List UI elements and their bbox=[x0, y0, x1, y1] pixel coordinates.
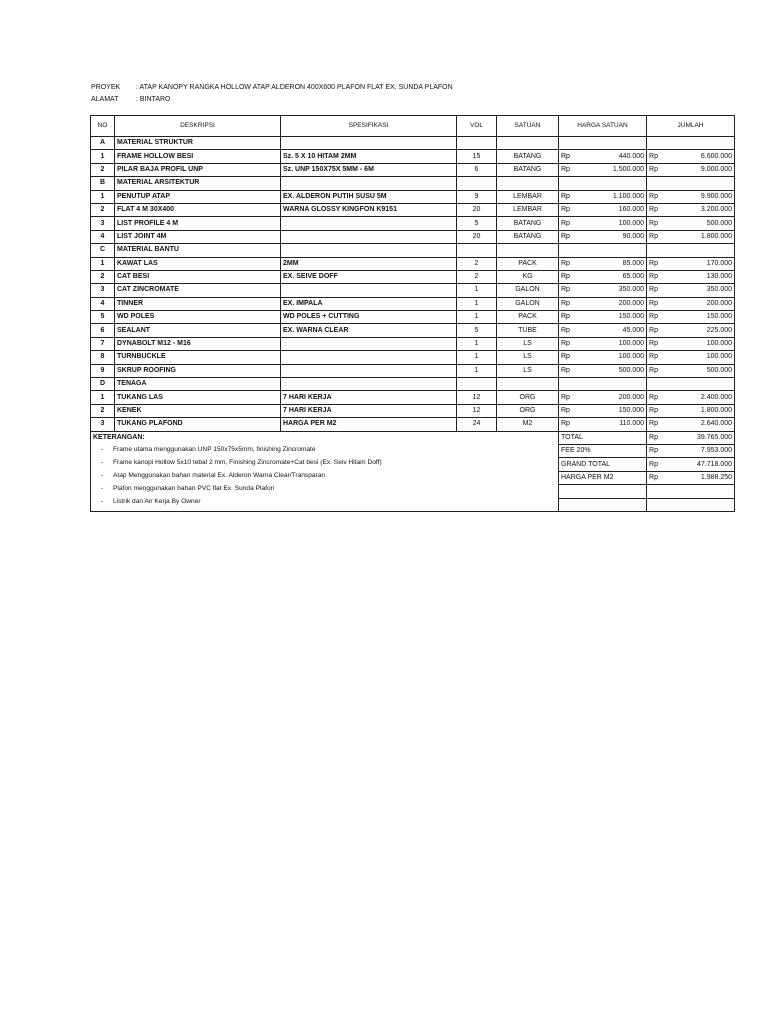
cell-deskripsi: TUKANG PLAFOND bbox=[115, 418, 281, 431]
cell-satuan bbox=[497, 137, 559, 150]
cell-spesifikasi: HARGA PER M2 bbox=[281, 418, 457, 431]
table-row bbox=[91, 297, 735, 310]
cell-no: 8 bbox=[91, 351, 115, 364]
cell-no: 4 bbox=[91, 230, 115, 243]
cell-currency: Rp bbox=[647, 190, 661, 203]
cell-currency: Rp bbox=[647, 337, 661, 350]
cell-harga-satuan: 150.000 bbox=[573, 311, 647, 324]
cell-no: 4 bbox=[91, 297, 115, 310]
cell-deskripsi: CAT ZINCROMATE bbox=[115, 284, 281, 297]
cell-satuan: BATANG bbox=[497, 230, 559, 243]
empty-cell bbox=[559, 498, 647, 511]
col-header-jumlah: JUMLAH bbox=[647, 116, 735, 137]
cell-jumlah: 200.000 bbox=[661, 297, 735, 310]
cell-satuan: GALON bbox=[497, 297, 559, 310]
cell-jumlah: 3.200.000 bbox=[661, 203, 735, 216]
cell-deskripsi: SEALANT bbox=[115, 324, 281, 337]
cell-no: 2 bbox=[91, 203, 115, 216]
cell-jumlah: 9.900.000 bbox=[661, 190, 735, 203]
grand-total-label: GRAND TOTAL bbox=[559, 458, 647, 471]
table-row bbox=[91, 150, 735, 163]
cell-satuan: TUBE bbox=[497, 324, 559, 337]
cell-jumlah: 225.000 bbox=[661, 324, 735, 337]
table-row bbox=[91, 351, 735, 364]
cell-no: 3 bbox=[91, 284, 115, 297]
cell-spesifikasi bbox=[281, 351, 457, 364]
cell-jumlah: 150.000 bbox=[661, 311, 735, 324]
cell-jumlah: 2.640.000 bbox=[661, 418, 735, 431]
table-row bbox=[91, 257, 735, 270]
cell-no: 1 bbox=[91, 257, 115, 270]
fee-value: 7.953.000 bbox=[661, 444, 735, 457]
price-per-m2-value: 1.988.250 bbox=[661, 471, 735, 484]
table-body bbox=[91, 137, 735, 432]
cell-no: 3 bbox=[91, 217, 115, 230]
cell-jumlah: 100.000 bbox=[661, 351, 735, 364]
cell-deskripsi: MATERIAL STRUKTUR bbox=[115, 137, 281, 150]
cell-currency: Rp bbox=[647, 270, 661, 283]
cell-currency: Rp bbox=[559, 257, 573, 270]
cell-harga-satuan: 100.000 bbox=[573, 337, 647, 350]
currency-label: Rp bbox=[647, 444, 661, 457]
table-header-row bbox=[91, 116, 735, 137]
table-row bbox=[91, 284, 735, 297]
col-header-harga-satuan: HARGA SATUAN bbox=[559, 116, 647, 137]
cell-currency: Rp bbox=[647, 150, 661, 163]
cell-vol bbox=[457, 137, 497, 150]
cell-deskripsi: SKRUP ROOFING bbox=[115, 364, 281, 377]
cell-vol bbox=[457, 378, 497, 391]
cell-satuan: KG bbox=[497, 270, 559, 283]
currency-label: Rp bbox=[647, 458, 661, 471]
cell-currency: Rp bbox=[559, 297, 573, 310]
currency-label: Rp bbox=[647, 471, 661, 484]
cell-harga-satuan: 65.000 bbox=[573, 270, 647, 283]
summary-row-total bbox=[91, 431, 735, 444]
table-row bbox=[91, 418, 735, 431]
cell-spesifikasi: EX. ALDERON PUTIH SUSU 5M bbox=[281, 190, 457, 203]
cell-jumlah bbox=[647, 137, 735, 150]
empty-cell bbox=[661, 485, 735, 498]
cell-jumlah: 6.600.000 bbox=[661, 150, 735, 163]
cell-satuan: BATANG bbox=[497, 217, 559, 230]
cell-vol: 12 bbox=[457, 404, 497, 417]
cell-satuan: BATANG bbox=[497, 163, 559, 176]
cell-no: 6 bbox=[91, 324, 115, 337]
cell-no: C bbox=[91, 244, 115, 257]
cell-currency: Rp bbox=[559, 311, 573, 324]
col-header-no: NO bbox=[91, 116, 115, 137]
cell-jumlah: 170.000 bbox=[661, 257, 735, 270]
cell-currency: Rp bbox=[647, 311, 661, 324]
cell-satuan: ORG bbox=[497, 404, 559, 417]
cell-deskripsi: TUKANG LAS bbox=[115, 391, 281, 404]
price-per-m2-label: HARGA PER M2 bbox=[559, 471, 647, 484]
notes-block bbox=[91, 431, 559, 511]
cell-jumlah bbox=[647, 244, 735, 257]
cell-currency: Rp bbox=[559, 203, 573, 216]
col-header-vol: VOL bbox=[457, 116, 497, 137]
section-row bbox=[91, 378, 735, 391]
cell-harga-satuan bbox=[559, 244, 647, 257]
cell-currency: Rp bbox=[647, 391, 661, 404]
cell-satuan: BATANG bbox=[497, 150, 559, 163]
cell-currency: Rp bbox=[559, 351, 573, 364]
cell-currency: Rp bbox=[647, 324, 661, 337]
cell-satuan: LS bbox=[497, 351, 559, 364]
note-item: - Frame utama menggunakan UNP 150x75x5mm, finishing Zincromate bbox=[100, 445, 316, 453]
cell-jumlah: 100.000 bbox=[661, 337, 735, 350]
table-row bbox=[91, 270, 735, 283]
cell-currency: Rp bbox=[647, 404, 661, 417]
cell-no: 3 bbox=[91, 418, 115, 431]
cell-harga-satuan: 45.000 bbox=[573, 324, 647, 337]
cell-satuan: PACK bbox=[497, 257, 559, 270]
note-item: - Atap Menggunakan bahan material Ex. Alderon Warna Clear/Transparan bbox=[100, 471, 326, 479]
cell-spesifikasi: 7 HARI KERJA bbox=[281, 391, 457, 404]
cost-estimate-table bbox=[90, 115, 735, 512]
cell-currency: Rp bbox=[559, 284, 573, 297]
cell-spesifikasi: EX. SEIVE DOFF bbox=[281, 270, 457, 283]
empty-cell bbox=[559, 485, 647, 498]
cell-harga-satuan: 1.100.000 bbox=[573, 190, 647, 203]
table-row bbox=[91, 324, 735, 337]
cell-spesifikasi: EX. IMPALA bbox=[281, 297, 457, 310]
cell-deskripsi: MATERIAL ARSITEKTUR bbox=[115, 177, 281, 190]
cell-vol: 20 bbox=[457, 230, 497, 243]
cell-spesifikasi bbox=[281, 230, 457, 243]
cell-deskripsi: FLAT 4 M 30X400 bbox=[115, 203, 281, 216]
cell-satuan: LS bbox=[497, 337, 559, 350]
cell-currency: Rp bbox=[559, 364, 573, 377]
cell-spesifikasi bbox=[281, 378, 457, 391]
cell-no: 2 bbox=[91, 163, 115, 176]
cell-jumlah: 1.800.000 bbox=[661, 404, 735, 417]
cell-spesifikasi: EX. WARNA CLEAR bbox=[281, 324, 457, 337]
table-row bbox=[91, 337, 735, 350]
cell-vol bbox=[457, 177, 497, 190]
cell-vol: 5 bbox=[457, 217, 497, 230]
cell-currency: Rp bbox=[647, 257, 661, 270]
cell-deskripsi: FRAME HOLLOW BESI bbox=[115, 150, 281, 163]
cell-harga-satuan: 440.000 bbox=[573, 150, 647, 163]
cell-no: 7 bbox=[91, 337, 115, 350]
cell-harga-satuan: 110.000 bbox=[573, 418, 647, 431]
cell-no: D bbox=[91, 378, 115, 391]
total-value: 39.765.000 bbox=[661, 431, 735, 444]
note-item: - Listrik dan Air Kerja By Owner bbox=[100, 497, 201, 505]
cell-currency: Rp bbox=[559, 270, 573, 283]
cell-jumlah: 1.800.000 bbox=[661, 230, 735, 243]
cell-deskripsi: MATERIAL BANTU bbox=[115, 244, 281, 257]
notes-title: KETERANGAN: bbox=[93, 433, 145, 441]
cell-vol: 1 bbox=[457, 337, 497, 350]
table-row bbox=[91, 163, 735, 176]
cell-deskripsi: TINNER bbox=[115, 297, 281, 310]
cell-jumlah bbox=[647, 378, 735, 391]
cell-no: 5 bbox=[91, 311, 115, 324]
cell-currency: Rp bbox=[647, 418, 661, 431]
table-row bbox=[91, 391, 735, 404]
proyek-label: PROYEK bbox=[91, 84, 121, 91]
cell-spesifikasi bbox=[281, 177, 457, 190]
table-row bbox=[91, 190, 735, 203]
cell-currency: Rp bbox=[559, 404, 573, 417]
cell-jumlah: 2.400.000 bbox=[661, 391, 735, 404]
cell-vol: 2 bbox=[457, 270, 497, 283]
cell-jumlah: 500.000 bbox=[661, 364, 735, 377]
cell-harga-satuan: 1.500.000 bbox=[573, 163, 647, 176]
cell-deskripsi: TENAGA bbox=[115, 378, 281, 391]
cell-deskripsi: PILAR BAJA PROFIL UNP bbox=[115, 163, 281, 176]
cell-no: B bbox=[91, 177, 115, 190]
cell-deskripsi: DYNABOLT M12 - M16 bbox=[115, 337, 281, 350]
cell-jumlah: 350.000 bbox=[661, 284, 735, 297]
cell-harga-satuan: 350.000 bbox=[573, 284, 647, 297]
cell-harga-satuan: 500.000 bbox=[573, 364, 647, 377]
cell-deskripsi: PENUTUP ATAP bbox=[115, 190, 281, 203]
cell-deskripsi: TURNBUCKLE bbox=[115, 351, 281, 364]
empty-cell bbox=[647, 485, 661, 498]
cell-harga-satuan: 85.000 bbox=[573, 257, 647, 270]
cell-jumlah: 130.000 bbox=[661, 270, 735, 283]
col-header-deskripsi: DESKRIPSI bbox=[115, 116, 281, 137]
cell-currency: Rp bbox=[559, 418, 573, 431]
cell-harga-satuan: 90.000 bbox=[573, 230, 647, 243]
cell-currency: Rp bbox=[647, 217, 661, 230]
section-row bbox=[91, 177, 735, 190]
cell-satuan: LEMBAR bbox=[497, 190, 559, 203]
cell-vol: 9 bbox=[457, 190, 497, 203]
cell-currency: Rp bbox=[647, 163, 661, 176]
cell-currency: Rp bbox=[647, 230, 661, 243]
cell-vol: 1 bbox=[457, 284, 497, 297]
cell-currency: Rp bbox=[559, 190, 573, 203]
table-row bbox=[91, 217, 735, 230]
address-line bbox=[91, 95, 170, 104]
cell-harga-satuan: 200.000 bbox=[573, 391, 647, 404]
table-row bbox=[91, 203, 735, 216]
proyek-value: : ATAP KANOPY RANGKA HOLLOW ATAP ALDERON 400X600 PLAFON FLAT EX. SUNDA PLAFON bbox=[136, 84, 453, 91]
cell-spesifikasi: 2MM bbox=[281, 257, 457, 270]
fee-label: FEE 20% bbox=[559, 444, 647, 457]
cell-satuan: M2 bbox=[497, 418, 559, 431]
cell-no: 1 bbox=[91, 190, 115, 203]
cell-deskripsi: LIST JOINT 4M bbox=[115, 230, 281, 243]
cell-vol: 5 bbox=[457, 324, 497, 337]
cell-spesifikasi bbox=[281, 244, 457, 257]
cell-currency: Rp bbox=[559, 163, 573, 176]
cell-currency: Rp bbox=[647, 284, 661, 297]
cell-harga-satuan bbox=[559, 137, 647, 150]
cell-currency: Rp bbox=[559, 324, 573, 337]
cell-satuan bbox=[497, 378, 559, 391]
cell-satuan bbox=[497, 244, 559, 257]
empty-cell bbox=[647, 498, 661, 511]
section-row bbox=[91, 244, 735, 257]
cell-satuan: LS bbox=[497, 364, 559, 377]
cell-jumlah bbox=[647, 177, 735, 190]
cell-harga-satuan: 160.000 bbox=[573, 203, 647, 216]
currency-label: Rp bbox=[647, 431, 661, 444]
cell-satuan: PACK bbox=[497, 311, 559, 324]
grand-total-value: 47.718.000 bbox=[661, 458, 735, 471]
table-row bbox=[91, 311, 735, 324]
table-row bbox=[91, 364, 735, 377]
empty-cell bbox=[661, 498, 735, 511]
cell-currency: Rp bbox=[559, 337, 573, 350]
cell-currency: Rp bbox=[559, 230, 573, 243]
alamat-label: ALAMAT bbox=[91, 96, 119, 103]
cell-harga-satuan bbox=[559, 177, 647, 190]
cell-vol: 2 bbox=[457, 257, 497, 270]
cell-spesifikasi: Sz. 5 X 10 HITAM 2MM bbox=[281, 150, 457, 163]
project-line bbox=[91, 83, 453, 92]
cell-harga-satuan bbox=[559, 378, 647, 391]
cell-no: 2 bbox=[91, 404, 115, 417]
cell-currency: Rp bbox=[559, 217, 573, 230]
cell-vol: 15 bbox=[457, 150, 497, 163]
table-row bbox=[91, 230, 735, 243]
cell-harga-satuan: 100.000 bbox=[573, 351, 647, 364]
cell-vol: 24 bbox=[457, 418, 497, 431]
cell-spesifikasi bbox=[281, 217, 457, 230]
section-row bbox=[91, 137, 735, 150]
cell-spesifikasi: 7 HARI KERJA bbox=[281, 404, 457, 417]
cell-currency: Rp bbox=[647, 351, 661, 364]
cell-currency: Rp bbox=[647, 297, 661, 310]
cell-satuan: LEMBAR bbox=[497, 203, 559, 216]
cell-currency: Rp bbox=[559, 391, 573, 404]
cell-currency: Rp bbox=[559, 150, 573, 163]
cell-currency: Rp bbox=[647, 364, 661, 377]
cell-deskripsi: KAWAT LAS bbox=[115, 257, 281, 270]
note-item: - Frame kanopi Hollow 5x10 tebal 2 mm, Finishing Zincromate+Cat besi (Ex. Seiv Hitam Doff) bbox=[100, 458, 382, 466]
cell-satuan bbox=[497, 177, 559, 190]
cell-deskripsi: CAT BESI bbox=[115, 270, 281, 283]
total-label: TOTAL bbox=[559, 431, 647, 444]
cell-vol: 6 bbox=[457, 163, 497, 176]
table-row bbox=[91, 404, 735, 417]
cell-spesifikasi: Sz. UNP 150X75X 5MM - 6M bbox=[281, 163, 457, 176]
cell-deskripsi: LIST PROFILE 4 M bbox=[115, 217, 281, 230]
cell-spesifikasi bbox=[281, 137, 457, 150]
cell-harga-satuan: 200.000 bbox=[573, 297, 647, 310]
cell-spesifikasi: WD POLES + CUTTING bbox=[281, 311, 457, 324]
cell-no: 9 bbox=[91, 364, 115, 377]
col-header-satuan: SATUAN bbox=[497, 116, 559, 137]
cell-deskripsi: KENEK bbox=[115, 404, 281, 417]
cell-harga-satuan: 150.000 bbox=[573, 404, 647, 417]
cell-satuan: ORG bbox=[497, 391, 559, 404]
cell-vol: 12 bbox=[457, 391, 497, 404]
cell-spesifikasi bbox=[281, 364, 457, 377]
table-footer bbox=[91, 431, 735, 511]
cell-harga-satuan: 100.000 bbox=[573, 217, 647, 230]
cell-vol: 1 bbox=[457, 311, 497, 324]
note-item: - Plafon menggunakan bahan PVC flat Ex. Sunda Plafon bbox=[100, 484, 275, 492]
alamat-value: : BINTARO bbox=[136, 96, 171, 103]
cell-jumlah: 500.000 bbox=[661, 217, 735, 230]
cell-no: 2 bbox=[91, 270, 115, 283]
cell-spesifikasi bbox=[281, 337, 457, 350]
cell-spesifikasi: WARNA GLOSSY KINGFON K9151 bbox=[281, 203, 457, 216]
cell-currency: Rp bbox=[647, 203, 661, 216]
cell-vol bbox=[457, 244, 497, 257]
cell-deskripsi: WD POLES bbox=[115, 311, 281, 324]
cell-vol: 1 bbox=[457, 364, 497, 377]
cell-satuan: GALON bbox=[497, 284, 559, 297]
cell-no: 1 bbox=[91, 150, 115, 163]
col-header-spesifikasi: SPESIFIKASI bbox=[281, 116, 457, 137]
cell-no: A bbox=[91, 137, 115, 150]
cell-vol: 20 bbox=[457, 203, 497, 216]
cell-vol: 1 bbox=[457, 351, 497, 364]
cell-spesifikasi bbox=[281, 284, 457, 297]
cell-vol: 1 bbox=[457, 297, 497, 310]
cell-no: 1 bbox=[91, 391, 115, 404]
cell-jumlah: 9.000.000 bbox=[661, 163, 735, 176]
